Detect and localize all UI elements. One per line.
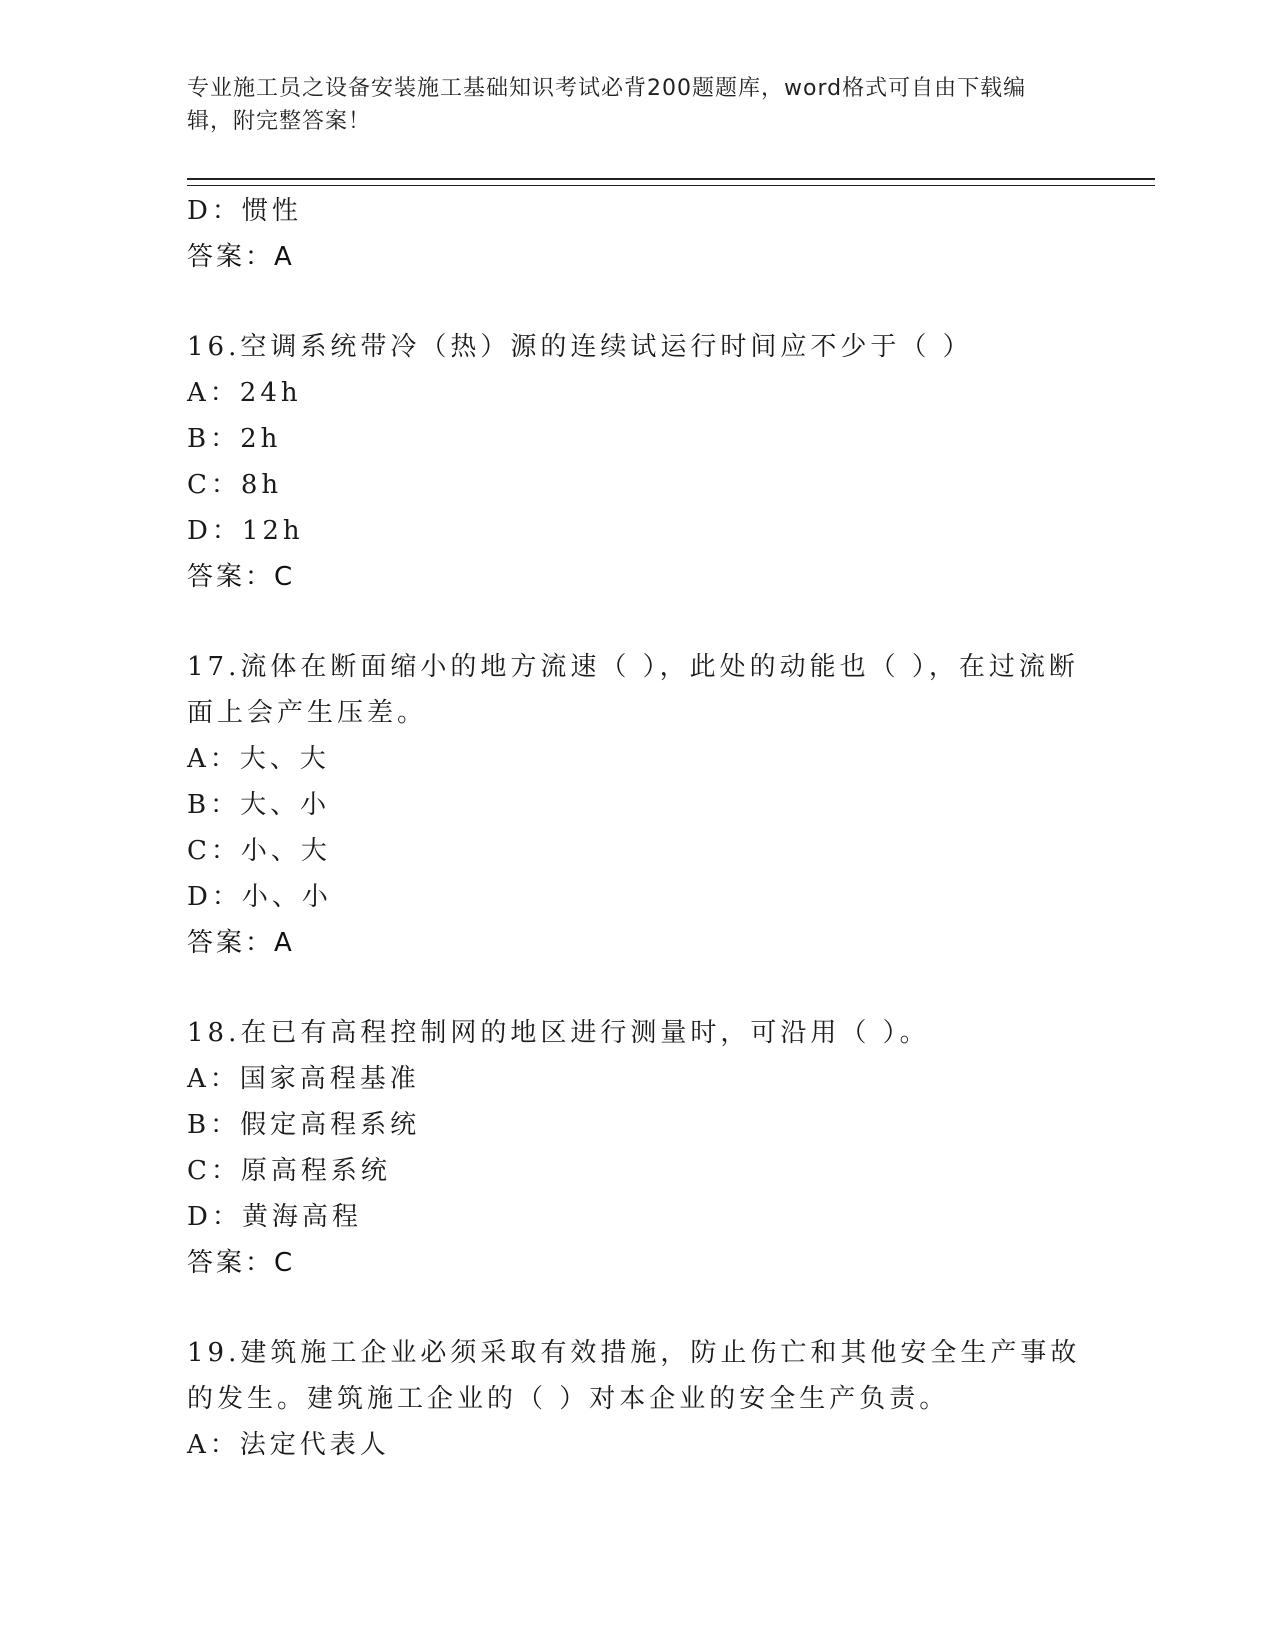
- option-a: A：国家高程基准: [187, 1064, 420, 1094]
- option-a: A：大、大: [187, 744, 330, 774]
- question-text: 17.流体在断面缩小的地方流速（ ），此处的动能也（ ），在过流断面上会产生压差。: [187, 652, 1079, 728]
- question-16: [187, 324, 1087, 600]
- option-c: C：原高程系统: [187, 1156, 391, 1186]
- option-c: C：8h: [187, 470, 283, 500]
- document-content: [187, 188, 1087, 1468]
- option-d: D：惯性: [187, 196, 302, 226]
- question-text: 19.建筑施工企业必须采取有效措施，防止伤亡和其他安全生产事故的发生。建筑施工企业的（ ）对本企业的安全生产负责。: [187, 1338, 1081, 1414]
- question-18: [187, 1010, 1087, 1286]
- answer-line: 答案：C: [187, 1248, 296, 1278]
- option-a: A：24h: [187, 378, 302, 408]
- option-b: B：2h: [187, 424, 282, 454]
- option-a: A：法定代表人: [187, 1430, 390, 1460]
- question-fragment: [187, 188, 1087, 280]
- option-d: D：小、小: [187, 882, 332, 912]
- question-text: 18.在已有高程控制网的地区进行测量时，可沿用（ ）。: [187, 1018, 930, 1048]
- answer-line: 答案：C: [187, 562, 296, 592]
- option-b: B：大、小: [187, 790, 331, 820]
- option-c: C：小、大: [187, 836, 331, 866]
- page-header-title: 专业施工员之设备安装施工基础知识考试必背200题题库，word格式可自由下载编辑，附完整答案！: [187, 76, 1027, 134]
- header-divider: [187, 178, 1155, 186]
- question-17: [187, 644, 1087, 966]
- answer-line: 答案：A: [187, 242, 295, 272]
- question-text: 16.空调系统带冷（热）源的连续试运行时间应不少于（ ）: [187, 332, 973, 362]
- option-d: D：12h: [187, 516, 304, 546]
- option-d: D：黄海高程: [187, 1202, 362, 1232]
- option-b: B：假定高程系统: [187, 1110, 421, 1140]
- answer-line: 答案：A: [187, 928, 295, 958]
- question-19: [187, 1330, 1087, 1468]
